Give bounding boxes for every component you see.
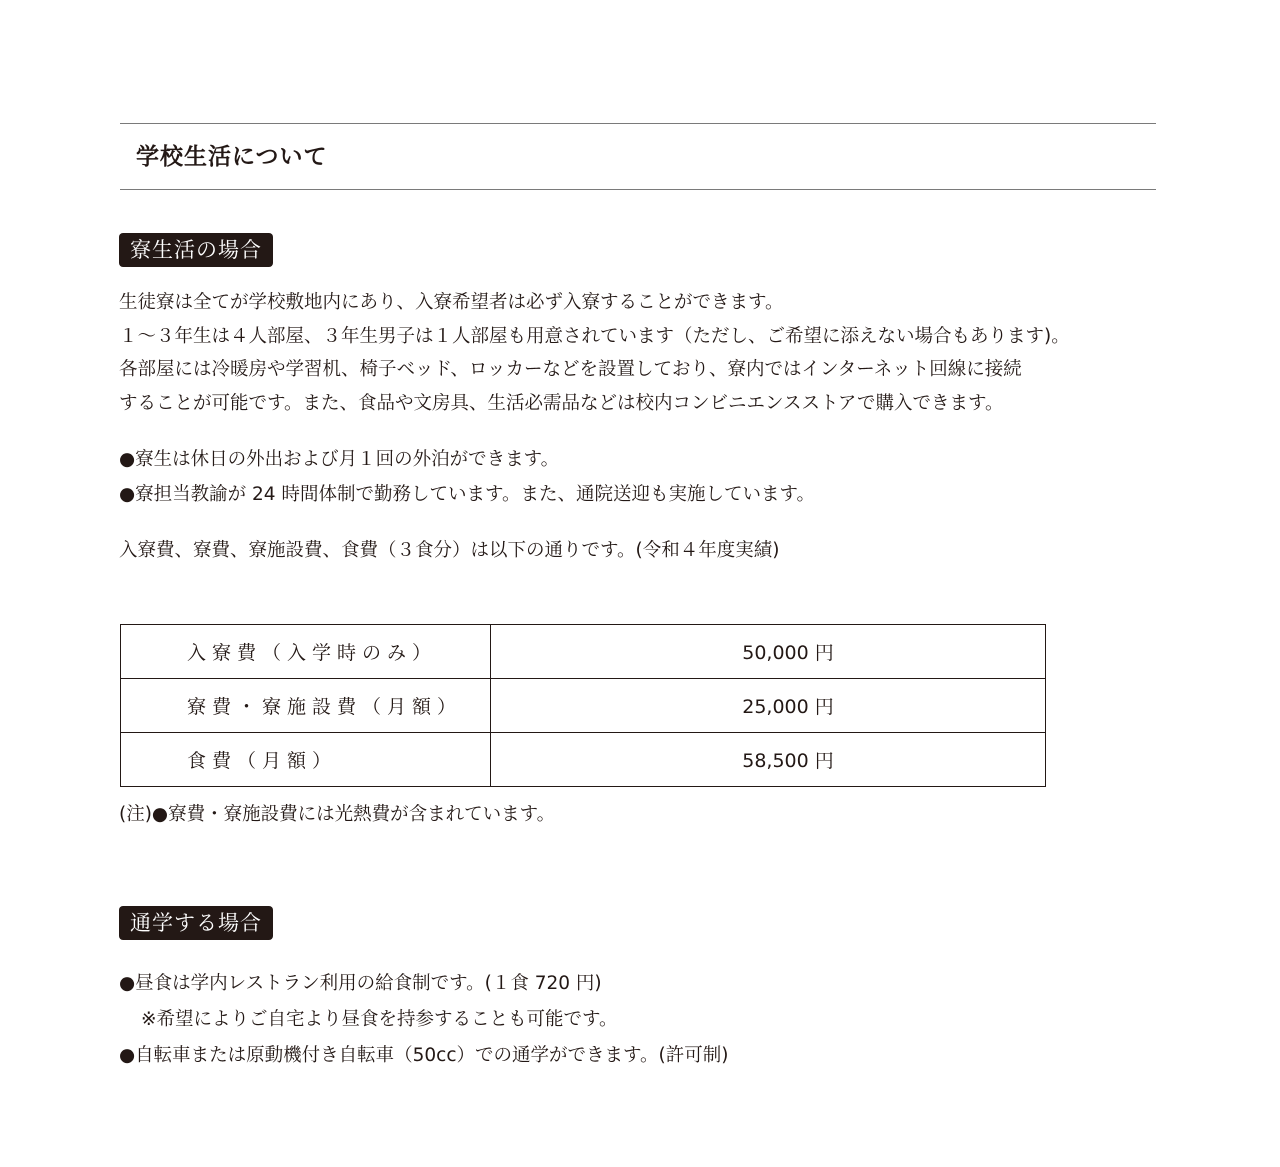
commuting-section-label: 通学する場合 <box>119 906 273 940</box>
dormitory-section-label: 寮生活の場合 <box>119 233 273 267</box>
fee-item-cell: 食費（月額） <box>121 733 491 787</box>
bullet-item: ●寮生は休日の外出および月１回の外泊ができます。 <box>119 449 560 470</box>
table-row <box>121 733 1046 787</box>
fee-amount-cell: 58,500 円 <box>491 733 1046 787</box>
page-title: 学校生活について <box>136 143 328 170</box>
bullet-subnote: ※希望によりご自宅より昼食を持参することも可能です。 <box>141 1009 618 1030</box>
table-row <box>121 679 1046 733</box>
commuting-bullet-list <box>119 966 728 1074</box>
fees-note: (注)●寮費・寮施設費には光熱費が含まれています。 <box>119 804 556 825</box>
dormitory-intro-paragraph <box>119 286 1070 421</box>
bullet-item: ●自転車または原動機付き自転車（50cc）での通学ができます。(許可制) <box>119 1045 729 1066</box>
bullet-item: ●昼食は学内レストラン利用の給食制です。(１食 720 円) <box>119 973 602 994</box>
intro-line: 生徒寮は全てが学校敷地内にあり、入寮希望者は必ず入寮することができます。 <box>119 292 784 313</box>
dormitory-bullet-list <box>119 442 815 512</box>
bullet-item: ●寮担当教諭が 24 時間体制で勤務しています。また、通院送迎も実施しています。 <box>119 484 815 505</box>
title-top-rule <box>120 123 1156 124</box>
fees-intro-text: 入寮費、寮費、寮施設費、食費（３食分）は以下の通りです。(令和４年度実績) <box>119 540 780 561</box>
intro-line: 各部屋には冷暖房や学習机、椅子ベッド、ロッカーなどを設置しており、寮内ではインターネット回線に接続 <box>119 359 1022 381</box>
fee-item-cell: 寮費・寮施設費（月額） <box>121 679 491 733</box>
title-bottom-rule <box>120 189 1156 190</box>
intro-line: １～３年生は４人部屋、３年生男子は１人部屋も用意されています（ただし、ご希望に添えない場合もあります)。 <box>119 325 1070 347</box>
fee-amount-cell: 50,000 円 <box>491 625 1046 679</box>
fees-table <box>120 624 1046 787</box>
fee-amount-cell: 25,000 円 <box>491 679 1046 733</box>
intro-line: することが可能です。また、食品や文房具、生活必需品などは校内コンビニエンスストアで購入できます。 <box>119 393 1004 415</box>
table-row <box>121 625 1046 679</box>
fee-item-cell: 入寮費（入学時のみ） <box>121 625 491 679</box>
